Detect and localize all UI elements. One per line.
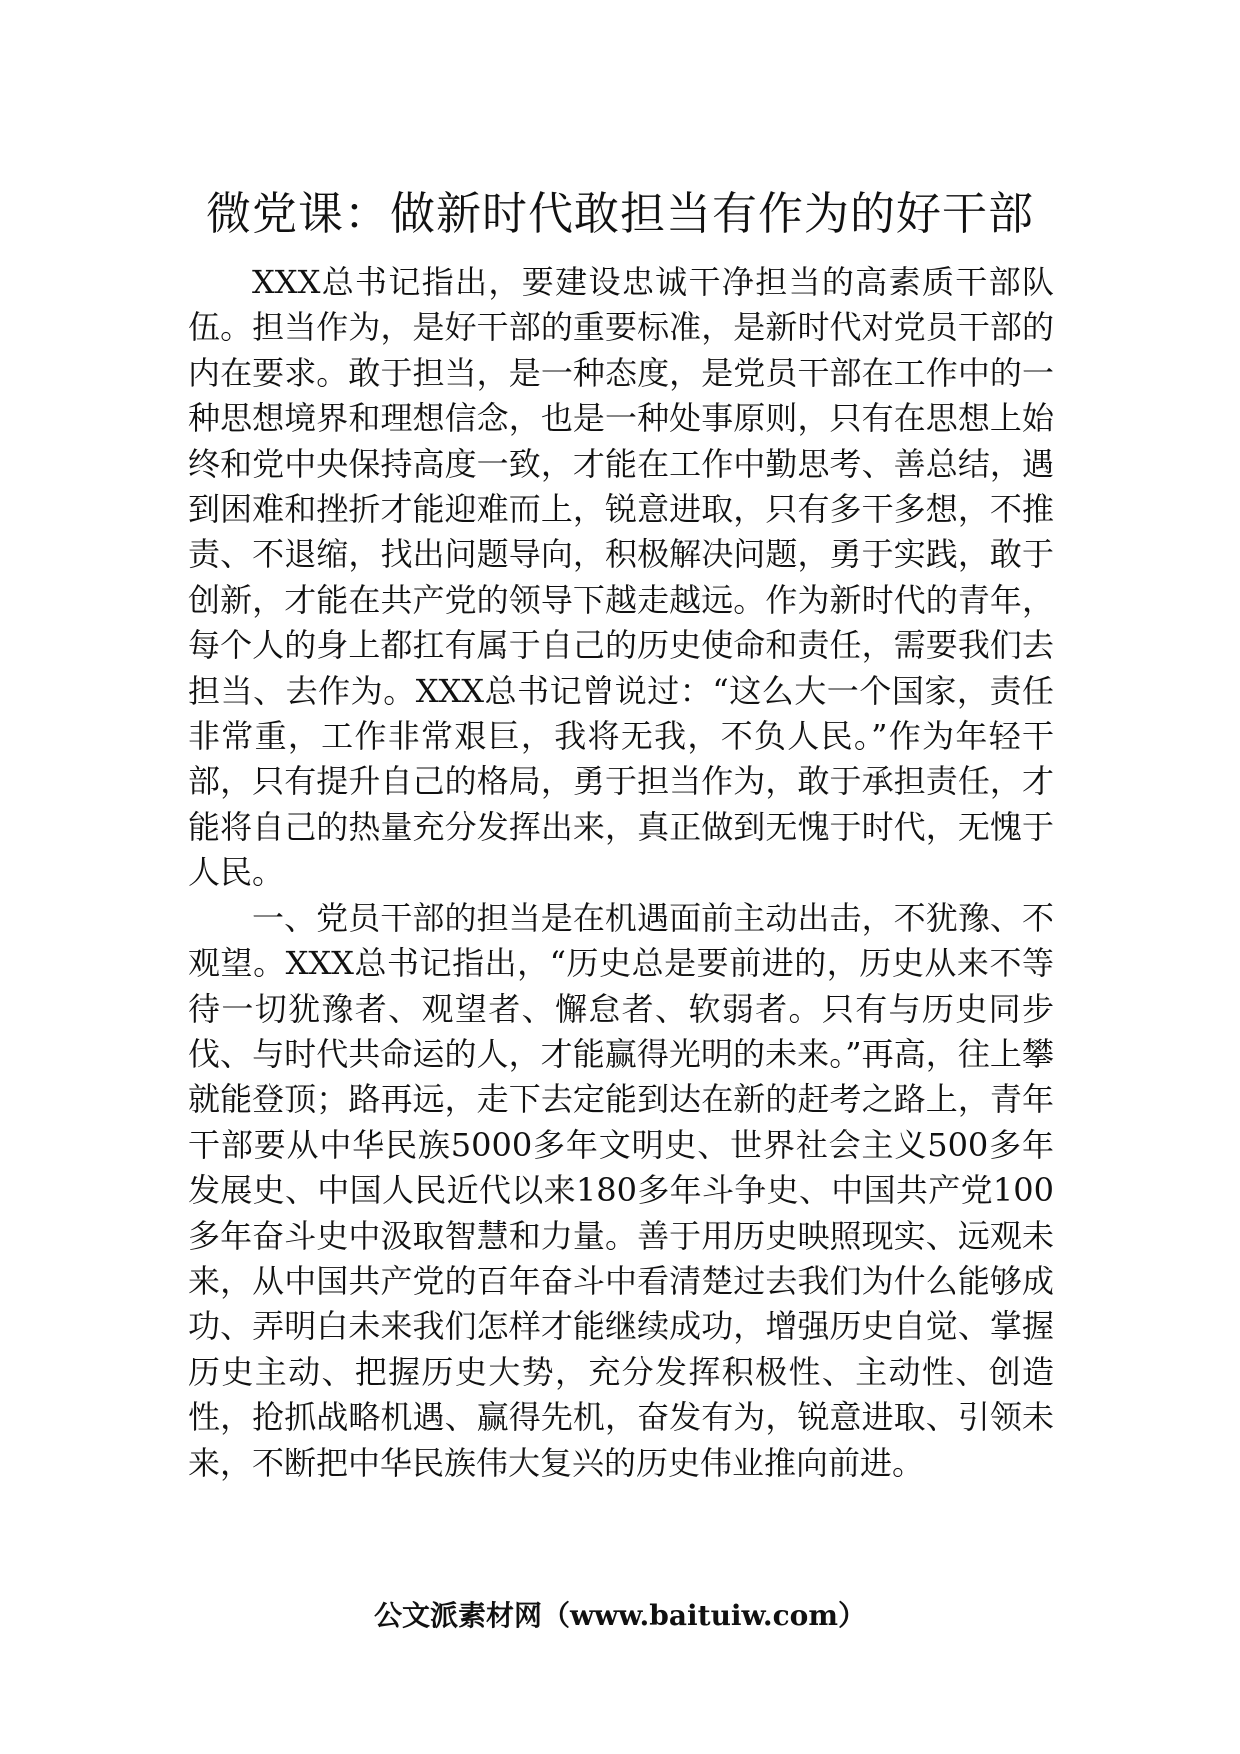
document-body [188, 260, 1054, 1486]
footer-source-text: 公文派素材网（www.baituiw.com） [374, 1599, 866, 1632]
paragraph-section-one: 一、党员干部的担当是在机遇面前主动出击，不犹豫、不观望。XXX总书记指出，“历史总是要前进的，历史从来不等待一切犹豫者、观望者、懈怠者、软弱者。只有与历史同步伐、与时代共命运的人，才能赢得光明的未来。”再高，往上攀就能登顶；路再远，走下去定能到达在新的赶考之路上，青年干部要从中华民族5000多年文明史、世界社会主义500多年发展史、中国人民近代以来180多年斗争史、中国共产党100多年奋斗史中汲取智慧和力量。善于用历史映照现实、远观未来，从中国共产党的百年奋斗中看清楚过去我们为什么能够成功、弄明白未来我们怎样才能继续成功，增强历史自觉、掌握历史主动、把握历史大势，充分发挥积极性、主动性、创造性，抢抓战略机遇、赢得先机，奋发有为，锐意进取、引领未来，不断把中华民族伟大复兴的历史伟业推向前进。 [188, 898, 1054, 1482]
paragraph-intro: XXX总书记指出，要建设忠诚干净担当的高素质干部队伍。担当作为，是好干部的重要标准，是新时代对党员干部的内在要求。敢于担当，是一种态度，是党员干部在工作中的一种思想境界和理想信念，也是一种处事原则，只有在思想上始终和党中央保持高度一致，才能在工作中勤思考、善总结，遇到困难和挫折才能迎难而上，锐意进取，只有多干多想，不推责、不退缩，找出问题导向，积极解决问题，勇于实践，敢于创新，才能在共产党的领导下越走越远。作为新时代的青年，每个人的身上都扛有属于自己的历史使命和责任，需要我们去担当、去作为。XXX总书记曾说过：“这么大一个国家，责任非常重，工作非常艰巨，我将无我，不负人民。”作为年轻干部，只有提升自己的格局，勇于担当作为，敢于承担责任，才能将自己的热量充分发挥出来，真正做到无愧于时代，无愧于人民。 [188, 263, 1054, 892]
document-title: 微党课：做新时代敢担当有作为的好干部 [205, 187, 1034, 240]
